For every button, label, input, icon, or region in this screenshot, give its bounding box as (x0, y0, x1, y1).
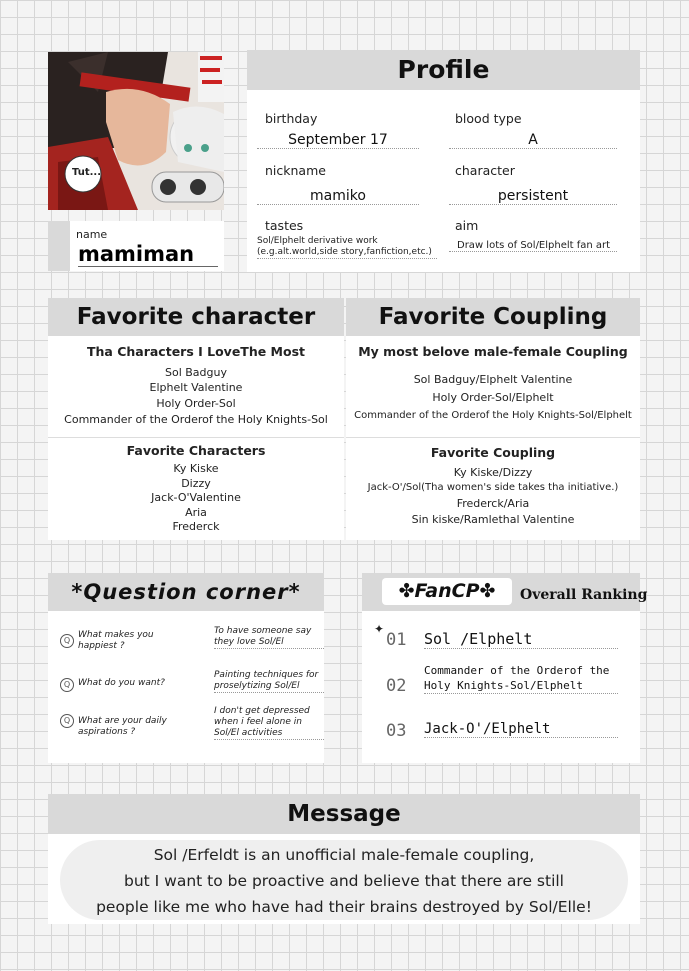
name-label: name (76, 228, 108, 241)
aim-label: aim (455, 218, 479, 233)
profile-title: Profile (247, 50, 640, 90)
most-loved-item: Elphelt Valentine (149, 381, 243, 394)
most-loved-coupling-item: Commander of the Orderof the Holy Knights-Sol/Elphelt (354, 410, 632, 421)
fancp-subtitle: Overall Ranking (520, 587, 648, 603)
profile-image (48, 52, 224, 210)
rank-number: 03 (386, 721, 407, 741)
question-row (60, 670, 319, 710)
most-loved-item: Sol Badguy (165, 366, 227, 379)
character-label: character (455, 163, 515, 178)
favorite-characters-heading: Favorite Characters (126, 443, 266, 458)
question-icon: Q (60, 714, 74, 728)
favorite-character-item: Ky Kiske (173, 462, 219, 475)
favorite-coupling-heading: Favorite Coupling (430, 445, 556, 460)
answer-text: To have someone say they love Sol/El (214, 626, 324, 649)
most-loved-item: Holy Order-Sol (156, 397, 236, 410)
ranking-row (386, 718, 618, 744)
favorite-coupling-item: Jack-O'/Sol(Tha women's side takes tha initiative.) (367, 482, 619, 493)
message-line: Sol /Erfeldt is an unofficial male-female coupling, (153, 846, 535, 864)
favorite-coupling-item: Frederck/Aria (456, 497, 530, 510)
question-text: What are your daily aspirations ? (78, 716, 167, 737)
birthday-label: birthday (265, 111, 318, 126)
sparkle-icon: ✦ (374, 622, 385, 636)
favorite-character-item: Jack-O'Valentine (151, 491, 241, 504)
question-icon: Q (60, 634, 74, 648)
blood-type-label: blood type (455, 111, 522, 126)
favorite-character-item: Dizzy (181, 477, 211, 490)
most-loved-coupling-heading: My most belove male-female Coupling (358, 344, 628, 359)
rank-text: Jack-O'/Elphelt (424, 721, 618, 738)
question-row (60, 706, 314, 746)
most-loved-coupling-item: Sol Badguy/Elphelt Valentine (413, 373, 573, 386)
fancp-title: ✤FanCP✤ (382, 578, 512, 605)
favorite-character-item: Aria (185, 506, 207, 519)
favorite-character-panel (48, 298, 344, 540)
favorite-character-title: Favorite character (48, 298, 344, 336)
name-value: mamiman (78, 242, 218, 267)
nickname-value: mamiko (257, 188, 419, 205)
most-loved-heading: Tha Characters I LoveThe Most (86, 344, 306, 359)
character-value: persistent (449, 188, 617, 205)
rank-number: 01 (386, 630, 407, 650)
tastes-label: tastes (265, 218, 304, 233)
aim-value: Draw lots of Sol/Elphelt fan art (449, 240, 617, 252)
message-line: people like me who have had their brains destroyed by Sol/Elle! (96, 898, 592, 916)
favorite-coupling-item: Sin kiske/Ramlethal Valentine (411, 513, 575, 526)
speech-bubble-text: Tut... (72, 167, 102, 178)
question-corner-title: *Question corner* (48, 573, 324, 611)
rank-number: 02 (386, 676, 407, 696)
favorite-coupling-panel (346, 298, 640, 540)
tastes-value: Sol/Elphelt derivative work (e.g.alt.world,side story,fanfiction,etc.) (257, 236, 437, 259)
profile-illustration (48, 52, 224, 210)
profile-panel (247, 50, 640, 272)
favorite-character-item: Frederck (172, 520, 220, 533)
rank-text: Sol /Elphelt (424, 630, 618, 649)
favorite-coupling-title: Favorite Coupling (346, 298, 640, 336)
most-loved-coupling-item: Holy Order-Sol/Elphelt (432, 391, 554, 404)
question-text: What do you want? (78, 678, 165, 688)
rank-text: Commander of the Orderof the Holy Knights-Sol/Elphelt (424, 663, 618, 694)
blood-type-value: A (449, 132, 617, 149)
nickname-label: nickname (265, 163, 326, 178)
favorite-coupling-item: Ky Kiske/Dizzy (453, 466, 533, 479)
name-card (48, 221, 224, 271)
question-text: What makes you happiest ? (78, 630, 154, 651)
question-row (60, 626, 314, 666)
birthday-value: September 17 (257, 132, 419, 149)
ranking-row (386, 663, 618, 699)
ranking-row (374, 622, 618, 656)
answer-text: I don't get depressed when i feel alone in Sol/El activities (214, 706, 324, 740)
question-icon: Q (60, 678, 74, 692)
answer-text: Painting techniques for proselytizing Sol/El (214, 670, 324, 693)
most-loved-item: Commander of the Orderof the Holy Knights-Sol (64, 413, 328, 426)
message-title: Message (48, 794, 640, 834)
message-line: but I want to be proactive and believe that there are still (123, 872, 564, 890)
